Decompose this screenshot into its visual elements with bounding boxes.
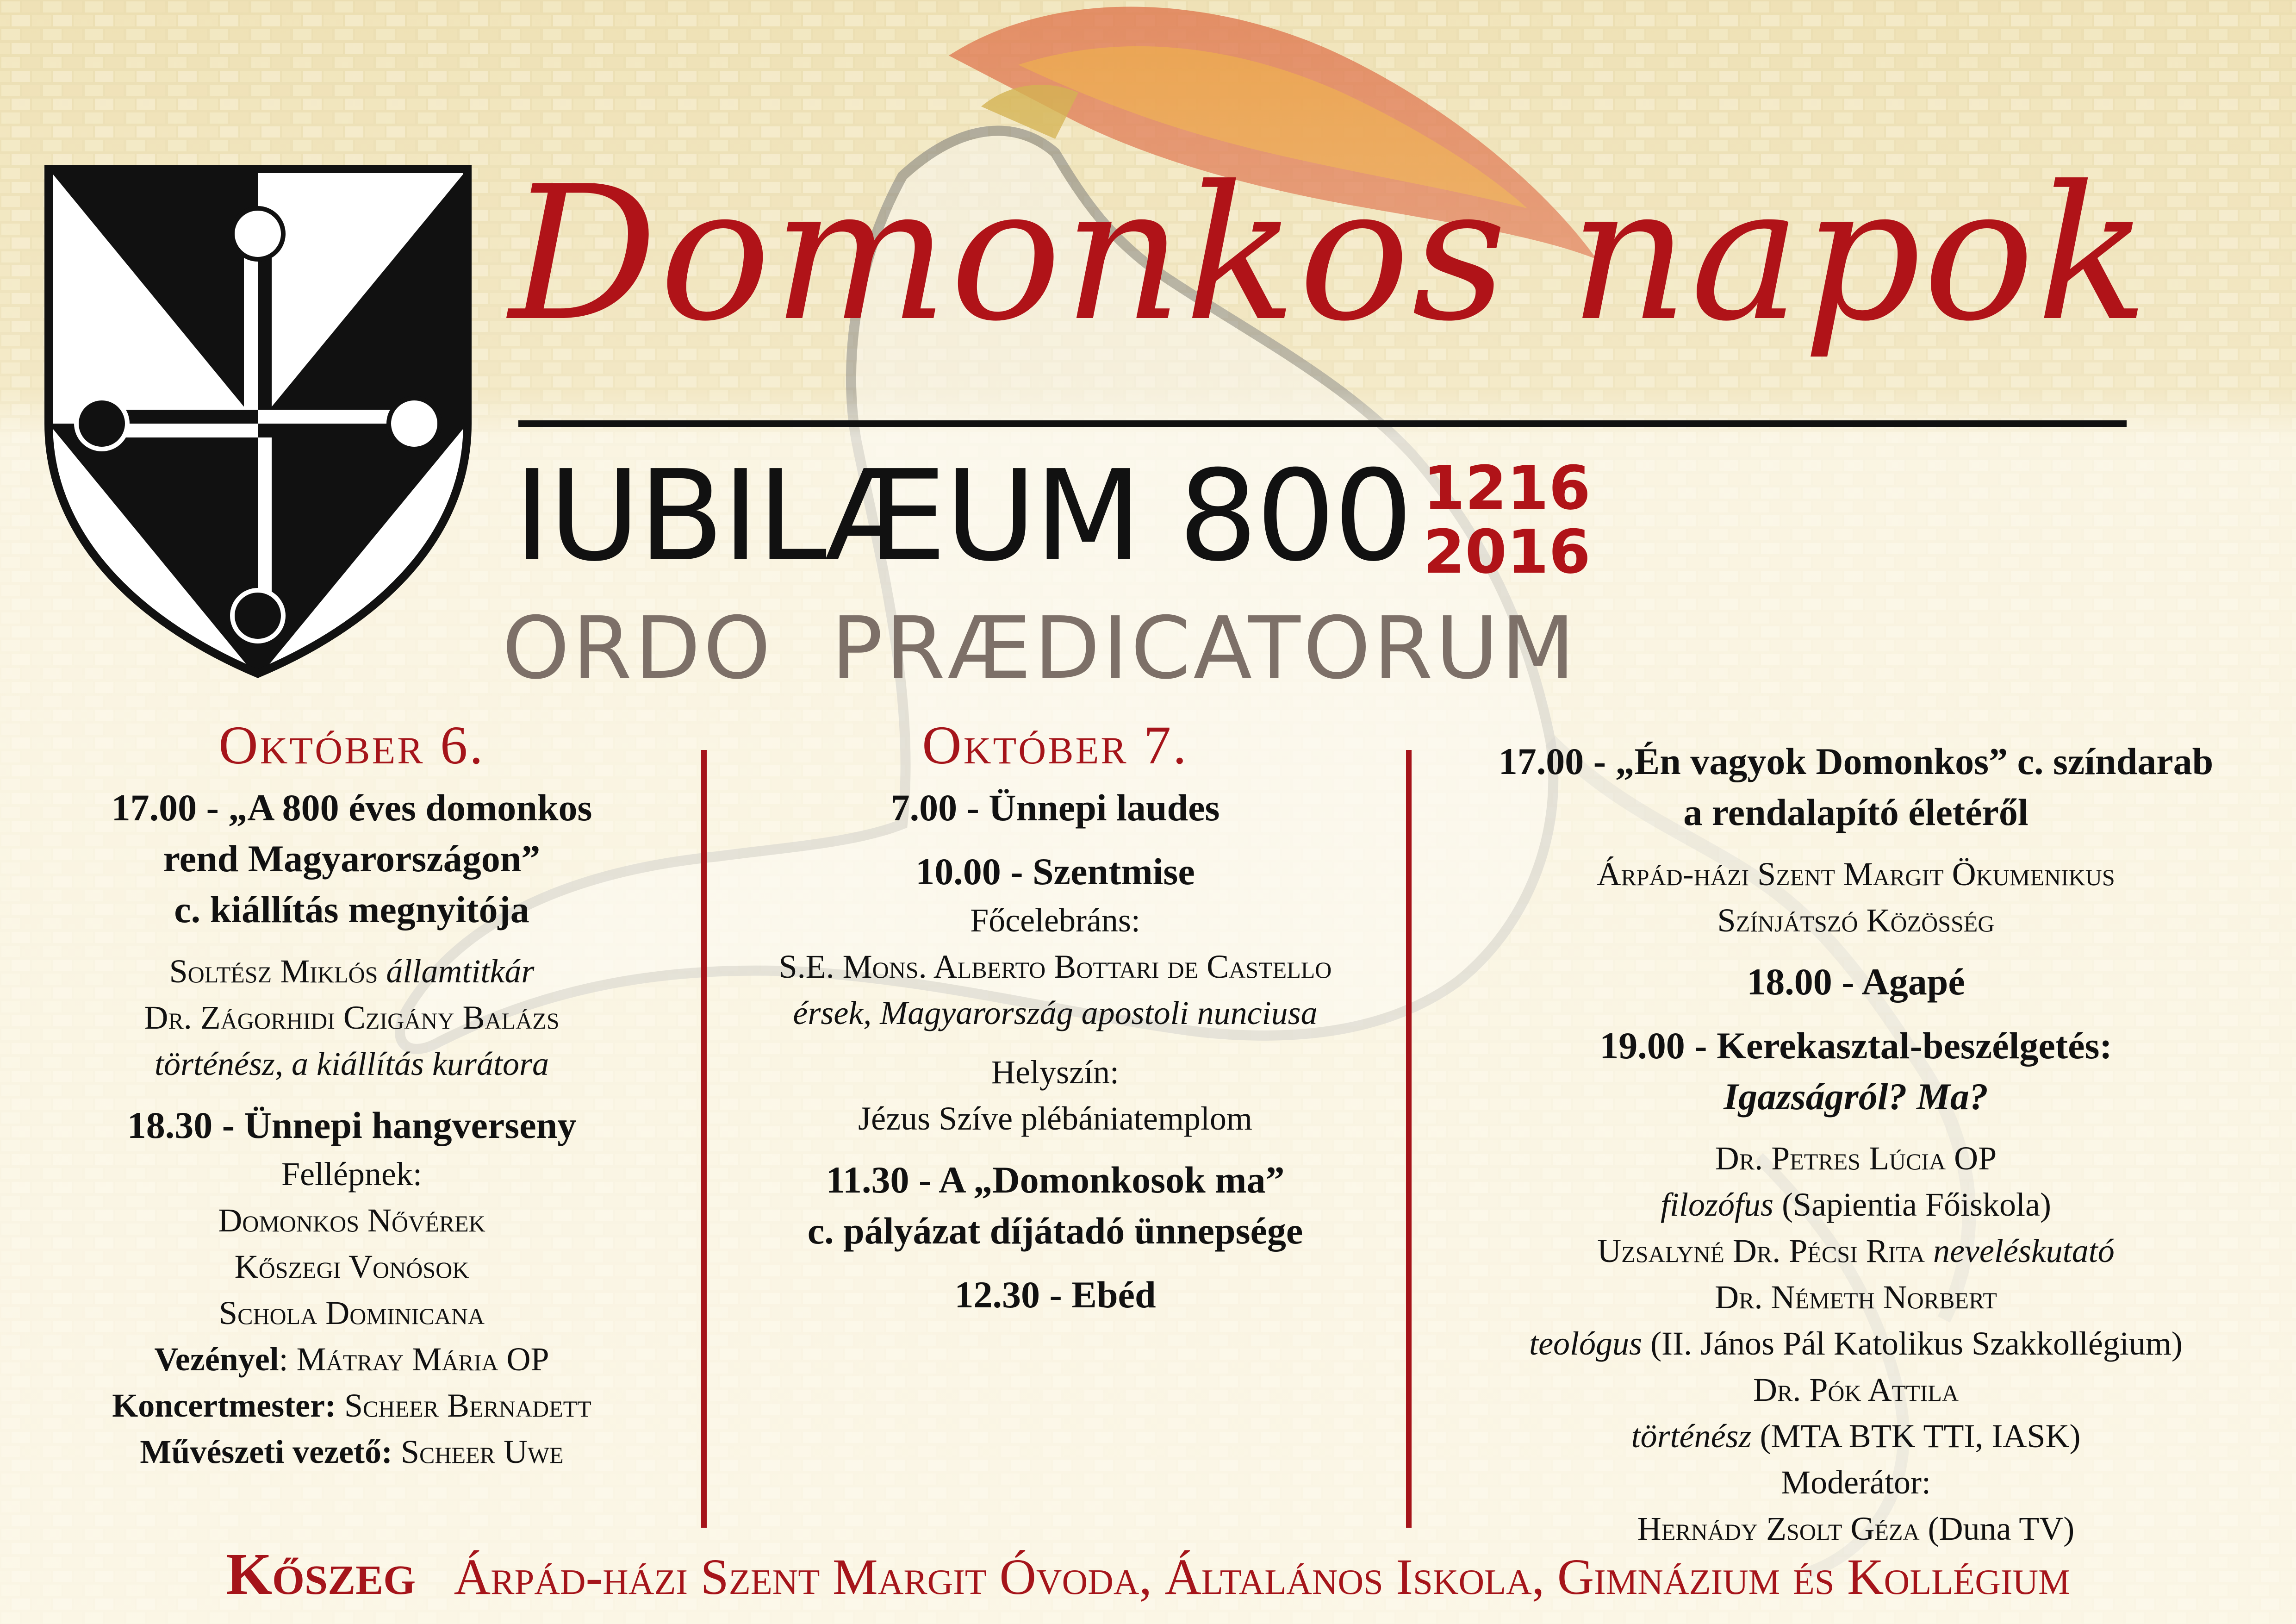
concertmaster-label: Koncertmester: [112,1387,336,1424]
jubilee-years [1423,453,1591,587]
speaker-name: Uzsalyné Dr. Pécsi Rita [1597,1232,1925,1269]
column-divider-1 [701,750,707,1528]
troupe-name: Színjátszó Közösség [1717,902,1995,939]
art-director-name: Scheer Uwe [401,1433,564,1470]
celebrant-name: S.E. Mons. Alberto Bottari de Castello [778,948,1332,985]
conductor-line [19,1336,685,1382]
art-director-line [19,1429,685,1475]
event-line: 19.00 - Kerekasztal-beszélgetés: [1599,1024,2112,1067]
day-heading: Október 6. [218,715,485,775]
event-line: c. kiállítás megnyitója [174,888,529,931]
performer: Domonkos Nővérek [218,1202,485,1239]
speaker-role: filozófus [1661,1186,1774,1223]
moderator-org: (Duna TV) [1919,1510,2075,1547]
conductor-name: : Mátray Mária OP [279,1341,549,1378]
venue-label: Helyszín: [991,1054,1119,1091]
footer-city: Kőszeg [226,1541,416,1607]
speaker-org: (MTA BTK TTI, IASK) [1751,1418,2081,1455]
speaker-org: (II. János Pál Katolikus Szakkollégium) [1642,1325,2183,1362]
column-october-7-evening [1425,736,2286,1552]
speaker-role: neveléskutató [1924,1232,2115,1269]
event-line: 10.00 - Szentmise [915,850,1195,893]
event-line: 18.30 - Ünnepi hangverseny [127,1104,577,1146]
event-line: 18.00 - Agapé [1747,961,1965,1003]
performers-label: Fellépnek: [281,1156,422,1193]
celebrant-label: Főcelebráns: [970,902,1140,939]
footer-school: Árpád-házi Szent Margit Óvoda, Általános Iskola, Gimnázium és Kollégium [454,1549,2070,1605]
year-end: 2016 [1423,517,1591,587]
event-line: c. pályázat díjátadó ünnepsége [807,1210,1303,1252]
speaker-line [19,948,685,994]
speaker-line [1425,1228,2286,1274]
moderator-label: Moderátor: [1781,1464,1931,1501]
event-line: 17.00 - „A 800 éves domonkos [111,787,592,829]
conductor-label: Vezényel [154,1341,279,1378]
speaker-role: teológus [1529,1325,1643,1362]
venue-footer [0,1542,2296,1609]
concertmaster-line [19,1382,685,1429]
jubilee-heading: IUBILÆUM 800 [514,443,1412,589]
celebrant-role: érsek, Magyarország apostoli nunciusa [793,994,1318,1031]
speaker-role: államtitkár [386,953,535,990]
troupe-name: Árpád-házi Szent Margit Ökumenikus [1597,856,2115,893]
event-line: 17.00 - „Én vagyok Domonkos” c. színdarab [1498,740,2214,782]
roundtable-topic: Igazságról? Ma? [1724,1075,1988,1118]
speaker-name: Dr. Pók Attila [1753,1371,1959,1408]
event-line: 11.30 - A „Domonkosok ma” [826,1159,1285,1201]
speaker-role: történész [1631,1418,1752,1455]
event-title: Domonkos napok [509,147,2151,362]
concertmaster-name: Scheer Bernadett [344,1387,591,1424]
day-heading: Október 7. [922,715,1188,775]
performer: Schola Dominicana [219,1294,485,1331]
column-october-6 [19,713,685,1475]
event-line: 7.00 - Ünnepi laudes [890,787,1220,829]
venue-name: Jézus Szíve plébániatemplom [858,1100,1252,1137]
event-line: rend Magyarországon” [163,837,541,880]
performer: Kőszegi Vonósok [234,1248,469,1285]
dominican-cross-shield-icon [44,164,472,678]
speaker-name: Soltész Miklós [169,953,378,990]
speaker-name: Dr. Zágorhidi Czigány Balázs [144,999,560,1036]
speaker-line [1425,1320,2286,1367]
year-start: 1216 [1423,453,1591,523]
column-october-7 [722,713,1388,1320]
order-name: ORDO PRÆDICATORUM [502,598,1578,698]
event-line: 12.30 - Ebéd [954,1274,1156,1316]
speaker-org: (Sapientia Főiskola) [1773,1186,2051,1223]
event-line: a rendalapító életéről [1683,791,2028,833]
column-divider-2 [1406,750,1412,1528]
speaker-role: történész, a kiállítás kurátora [155,1045,549,1082]
speaker-name: Dr. Németh Norbert [1715,1279,1997,1316]
speaker-line [1425,1413,2286,1459]
title-divider [518,420,2127,427]
moderator-name: Hernády Zsolt Géza [1637,1510,1920,1547]
speaker-name: Dr. Petres Lúcia OP [1715,1140,1997,1177]
art-director-label: Művészeti vezető: [140,1433,393,1470]
speaker-line [1425,1181,2286,1228]
